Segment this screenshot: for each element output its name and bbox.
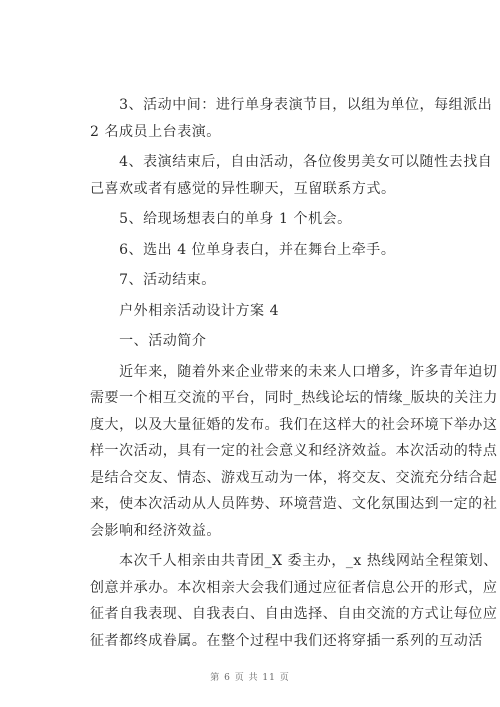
text-line: 7、活动结束。 [90,272,216,288]
page-footer: 第 6 页 共 11 页 [210,673,290,683]
text-line: 是结合交友、情态、游戏互动为一体，将交友、交流充分结合起 [90,469,498,486]
section-heading: 户外相亲活动设计方案 4 [90,302,280,319]
text-line: 征者自我表现、自我表白、自由选择、自由交流的方式让每位应 [90,606,498,622]
text-line: 样一次活动，具有一定的社会意义和经济效益。本次活动的特点 [90,443,498,459]
text-line: 征者都终成眷属。在整个过程中我们还将穿插一系列的互动活 [90,632,483,649]
document-body [90,92,498,654]
text-line: 6、选出 4 位单身表白，并在舞台上牵手。 [90,241,396,258]
text-line: 2 名成员上台表演。 [90,123,221,140]
text-line: 己喜欢或者有感觉的异性聊天，互留联系方式。 [90,180,396,197]
text-line: 创意并承办。本次相亲大会我们通过应征者信息公开的形式，应 [90,579,498,596]
text-line: 来，使本次活动从人员阵势、环境营造、文化氛围达到一定的社 [90,496,498,512]
text-line: 近年来，随着外来企业带来的未来人口增多，许多青年迫切 [90,363,498,380]
text-line: 需要一个相互交流的平台，同时_热线论坛的情缘_版块的关注力 [90,390,498,406]
text-line: 度大，以及大量征婚的发布。我们在这样大的社会环境下举办这 [90,416,498,433]
subsection-heading: 一、活动简介 [90,333,207,349]
text-line: 5、给现场想表白的单身 1 个机会。 [90,211,352,227]
text-line: 3、活动中间：进行单身表演节目，以组为单位，每组派出 [90,97,493,113]
text-line: 会影响和经济效益。 [90,522,221,539]
text-line: 本次千人相亲由共青团_X 委主办，_x 热线网站全程策划、 [90,553,498,569]
text-line: 4、表演结束后，自由活动，各位俊男美女可以随性去找自 [90,154,493,170]
